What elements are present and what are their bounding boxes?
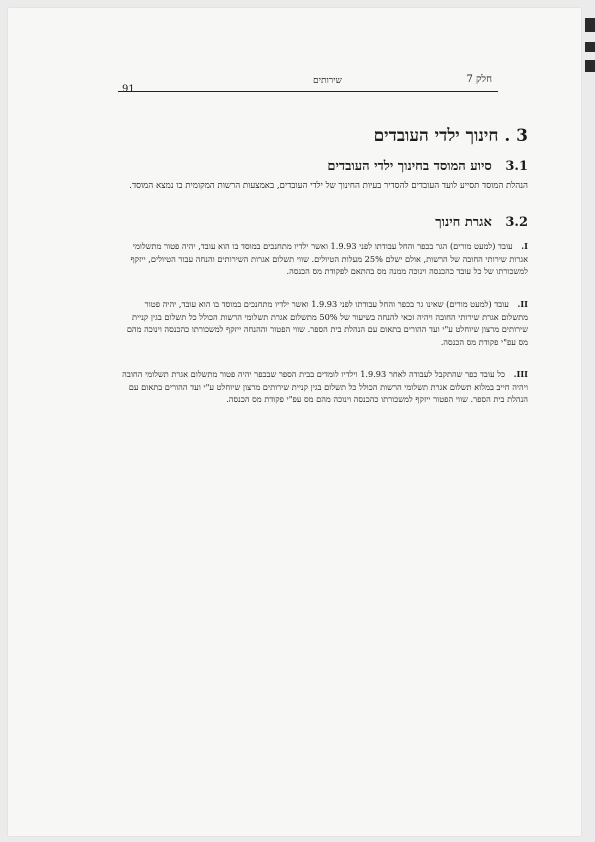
clause-item bbox=[118, 368, 528, 406]
section-3-1-title: סיוע המוסד בחינוך ילדי העובדים bbox=[327, 159, 492, 174]
chapter-title: חינוך ילדי העובדים bbox=[373, 126, 499, 146]
page-header bbox=[118, 74, 498, 95]
edge-tab bbox=[585, 18, 595, 32]
document-page bbox=[8, 8, 581, 836]
section-3-1-number: 3.1 bbox=[505, 159, 528, 174]
chapter-heading bbox=[118, 126, 528, 146]
section-3-2-number: 3.2 bbox=[505, 215, 528, 230]
clause-text: כל עובד כפר שהתקבל לעבודה לאחר 1.9.93 וילדיו לומדים בבית הספר שבכפר יהיה פטור מתשלום אגרת תשלומי החובה ויהיה חייב במלוא תשלום אגרת תשלומי הרשות הכולל כל תשלום בגין קניית שירותים מרצון שיוחלט ע"י ועד ההורים בתאום עם הנהלת בית הספר. שווי הפטור ייזקף למשכורתו כהכנסה וינוכה מהם מס עפ"י פקודת מס הכנסה. bbox=[122, 369, 528, 404]
header-section: חלק 7 bbox=[466, 74, 492, 85]
edge-tab bbox=[585, 60, 595, 72]
clause-number: II. bbox=[517, 299, 528, 309]
edge-tab bbox=[585, 42, 595, 52]
header-title: שירותים bbox=[313, 76, 342, 86]
section-3-1-heading bbox=[118, 158, 528, 174]
binder-edge-tabs bbox=[577, 0, 595, 842]
clause-number: I. bbox=[521, 241, 528, 251]
clause-item bbox=[118, 240, 528, 278]
clause-text: עובד (למעט מורים) שאינו גר בכפר והחל עבודתו לפני 1.9.93 ואשר ילדיו מתחנכים במוסד בו הוא עובד, יהיה פטור מתשלום אגרת שירותי החובה ויהיה זכאי להנחה בשיעור של 50% מתשלום אגרת תשלומי הרשות הכולל כל תשלום בגין קניית שירותים מרצון שיוחלט ע"י ועד ההורים בתאום עם הנהלת בית הספר. שווי הפטור וההנחה ייזקף למשכורתו כהכנסה וינוכה מהם מס עפ"י פקודת מס הכנסה. bbox=[126, 299, 528, 347]
clause-text: עובד (למעט מורים) הגר בכפר והחל עבודתו לפני 1.9.93 ואשר ילדיו מתחנכים במוסד בו הוא עובד, יהיה פטור מתשלומי אגרות שירותי החובה של הרשות, אולם ישלם 25% מעלות הטיולים. שווי תשלום אגרות השירותים והנחה עבור הטיולים, ייזקף למשכורתו של כל עובד כהכנסה וינוכה ממנה מס בהתאם לפקודת מס הכנסה. bbox=[130, 241, 528, 276]
header-rule bbox=[118, 91, 498, 92]
clause-item bbox=[118, 298, 528, 348]
chapter-number: 3 . bbox=[504, 126, 528, 146]
clause-number: III. bbox=[513, 369, 528, 379]
section-3-2-heading bbox=[118, 214, 528, 230]
page-number: 91 bbox=[122, 84, 135, 95]
section-3-1-text: הנהלת המוסד תסייע לועד העובדים להסדיר בעיות החינוך של ילדי העובדים, באמצעות הרשות המקומית בו נמצא המוסד. bbox=[129, 181, 528, 191]
section-3-2-title: אגרת חינוך bbox=[435, 215, 492, 230]
